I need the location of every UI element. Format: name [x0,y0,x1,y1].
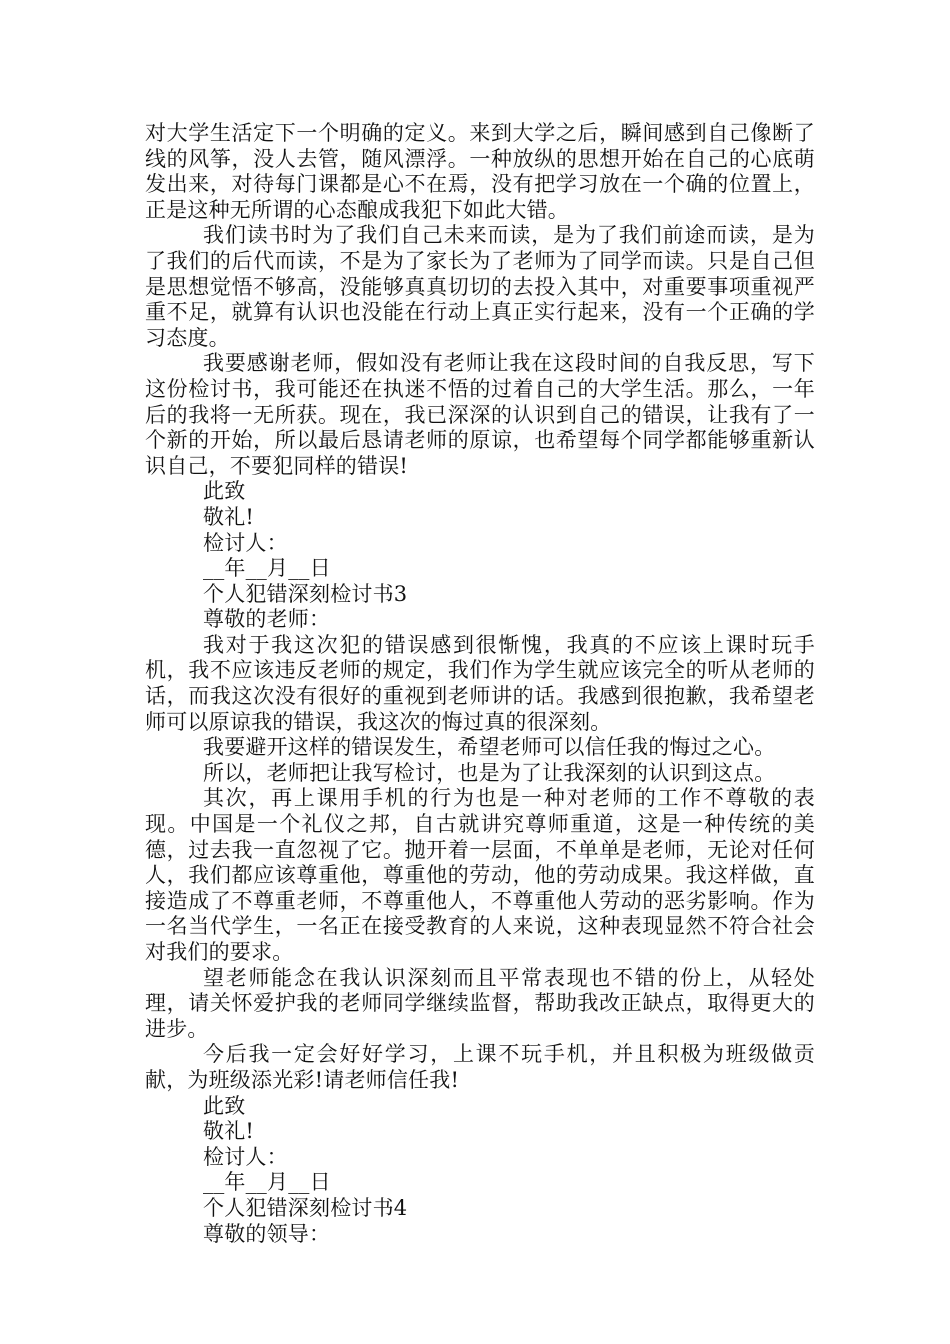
closing-salutation: 此致 [203,1093,246,1118]
paragraph: 今后我一定会好好学习，上课不玩手机，并且积极为班级做贡献，为班级添光彩!请老师信任我! [145,1042,815,1092]
section-title: 个人犯错深刻检讨书3 [203,581,408,606]
section-title: 个人犯错深刻检讨书4 [203,1195,408,1220]
paragraph: 我们读书时为了我们自己未来而读，是为了我们前途而读，是为了我们的后代而读，不是为了家长为了老师为了同学而读。只是自己但是思想觉悟不够高，没能够真真切切的去投入其中，对重要事项重视严重不足，就算有认识也没能在行动上真正实行起来，没有一个正确的学习态度。 [145,223,815,350]
signature-label: 检讨人： [203,530,288,555]
greeting: 尊敬的老师： [203,607,331,632]
closing-regards: 敬礼! [203,504,255,529]
greeting: 尊敬的领导： [203,1221,331,1246]
closing-salutation: 此致 [203,479,246,504]
paragraph: 我要避开这样的错误发生，希望老师可以信任我的悔过之心。 [203,735,776,760]
paragraph: 其次，再上课用手机的行为也是一种对老师的工作不尊敬的表现。中国是一个礼仪之邦，自古就讲究尊师重道，这是一种传统的美德，过去我一直忽视了它。抛开着一层面，不单单是老师，无论对任何人，我们都应该尊重他，尊重他的劳动，他的劳动成果。我这样做，直接造成了不尊重老师，不尊重他人，不尊重他人劳动的恶劣影响。作为一名当代学生，一名正在接受教育的人来说，这种表现显然不符合社会对我们的要求。 [145,786,815,964]
signature-label: 检讨人： [203,1144,288,1169]
document-body [145,121,815,1247]
paragraph: 望老师能念在我认识深刻而且平常表现也不错的份上，从轻处理，请关怀爱护我的老师同学继续监督，帮助我改正缺点，取得更大的进步。 [145,965,815,1041]
date-line: __年__月__日 [203,1170,331,1195]
paragraph: 我对于我这次犯的错误感到很惭愧，我真的不应该上课时玩手机，我不应该违反老师的规定，我们作为学生就应该完全的听从老师的话，而我这次没有很好的重视到老师讲的话。我感到很抱歉，我希望老师可以原谅我的错误，我这次的悔过真的很深刻。 [145,632,815,734]
paragraph: 我要感谢老师，假如没有老师让我在这段时间的自我反思，写下这份检讨书，我可能还在执迷不悟的过着自己的大学生活。那么，一年后的我将一无所获。现在，我已深深的认识到自己的错误，让我有了一个新的开始，所以最后恳请老师的原谅，也希望每个同学都能够重新认识自己，不要犯同样的错误! [145,351,815,478]
closing-regards: 敬礼! [203,1119,255,1144]
date-line: __年__月__日 [203,556,331,581]
paragraph: 对大学生活定下一个明确的定义。来到大学之后，瞬间感到自己像断了线的风筝，没人去管，随风漂浮。一种放纵的思想开始在自己的心底萌发出来，对待每门课都是心不在焉，没有把学习放在一个确的位置上，正是这种无所谓的心态酿成我犯下如此大错。 [145,121,815,222]
paragraph: 所以，老师把让我写检讨，也是为了让我深刻的认识到这点。 [203,760,776,785]
